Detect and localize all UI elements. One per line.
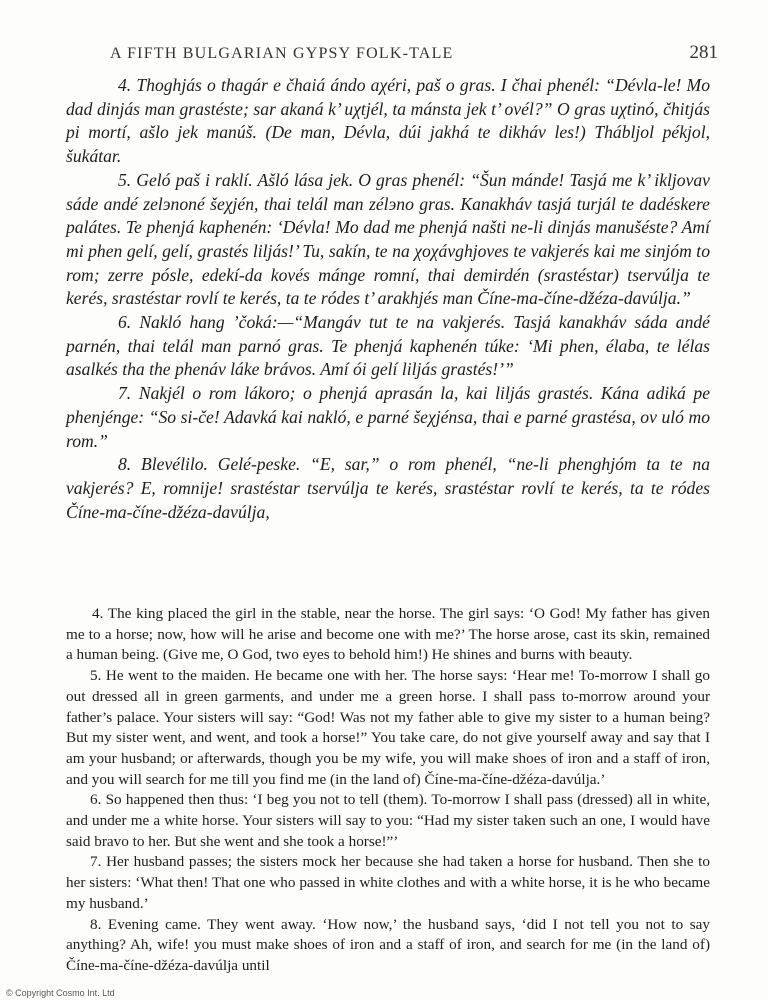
romani-text-block (66, 74, 710, 524)
romani-paragraph-5: 5. Geló paš i raklí. Ašló lása jek. O gras phenél: “Šun mánde! Tasjá me k’ ikljovav sáde andé zelэnoné šeχjén, thai telál man zélэno gras. Kanakháv tasjá turjál te dadéskere paláteѕ. Te phenjá kaphenén: ‘Dévla! Mo dad me phenjá našti ne-li dinjás manušéste? Amí mi phen gelí, gelí, grastés liljás!’ Tu, sakín, te na χoχávghjoves te vakjerés kai me sinjóm to rom; zerre pósle, edekí-da kovés mánge romní, thai demirdén (srastéstar) tservúlja te kerés, srastéstar rovlí te kerés, ta te ródes t’ arakhjés man Číne-ma-číne-džéza-davúlja.” (66, 169, 710, 309)
translation-paragraph-7: 7. Her husband passes; the sisters mock her because she had taken a horse for husband. Then she to her sisters: ‘What then! That one who passed in white clothes and with a white horse, it is he who became my husband.’ (66, 853, 710, 912)
romani-paragraph-6: 6. Nakló hang ’čoká:—“Mangáv tut te na vakjerés. Tasjá kanakháv sáda andé parnén, thai telál man parnó gras. Te phenjá kaphenén túke: ‘Mi phen, élaba, te lélas asalkés tha the phenáv láke brávos. Amí ói gelí liljás grastés!’” (66, 312, 710, 380)
romani-paragraph-8: 8. Blevélilo. Gelé-peske. “E, sar,” o rom phenél, “ne-li phenghjóm ta te na vakjerés? E, romnije! srastéstar tservúlja te kerés, srastéstar rovlí te kerés, ta te ródes Číne-ma-číne-džéza-davúlja, (66, 454, 710, 522)
translation-paragraph-4: 4. The king placed the girl in the stable, near the horse. The girl says: ‘O God! My father has given me to a horse; now, how will he arise and become one with me?’ The horse arose, cast its skin, remained a human being. (Give me, O God, two eyes to behold him!) He shines and burns with beauty. (66, 605, 710, 664)
translation-text-block (66, 604, 710, 977)
translation-paragraph-5: 5. He went to the maiden. He became one with her. The horse says: ‘Hear me! To-morrow I shall go out dressed all in green garments, and under me a green horse. I shall pass to-morrow around your father’s palace. Your sisters will say: “God! Was not my father able to give my sister to a human being? But my sister went, and went, and took a horse!” You take care, do not give yourself away and say that I am your husband; or afterwards, though you be my wife, you will make shoes of iron and a staff of iron, and you will search for me till you find me (in the land of) Číne-ma-číne-džéza-davúlja.’ (66, 667, 710, 788)
translation-paragraph-8: 8. Evening came. They went away. ‘How now,’ the husband says, ‘did I not tell you not to say anything? Ah, wife! you must make shoes of iron and a staff of iron, and search for me (in the land of) Číne-ma-číne-džéza-davúlja until (66, 915, 710, 974)
romani-paragraph-7: 7. Nakjél o rom lákoro; o phenjá aprasán la, kai liljás grastés. Kána adiká pe phenjénge: “So si-če! Adavká kai nakló, e parné šeχjénsa, thai e parné grastésa, ov uló mo rom.” (66, 383, 710, 451)
page-number: 281 (689, 42, 718, 63)
copyright-credit: © Copyright Cosmo Int. Ltd (6, 988, 115, 998)
romani-paragraph-4: 4. Thoghjás o thagár e čhaiá ándo aχéri, paš o gras. I čhai phenél: “Dévla-le! Mo dad dinjás man grastéste; sar akaná k’ uχtjél, ta mánsta jek t’ ovél?” O gras uχtinó, čhitjás pi mortí, ašlo jek manúš. (De man, Dévla, dúi jakhá te dikháv les!) Thábljol pékjol, šukátar. (66, 75, 710, 167)
translation-paragraph-6: 6. So happened then thus: ‘I beg you not to tell (them). To-morrow I shall pass (dressed) all in white, and under me a white horse. Your sisters will say to you: “Had my sister taken such an one, I would have said bravo to her. But she went and she took a horse!”’ (66, 791, 710, 850)
page-header (110, 42, 718, 64)
running-title: A FIFTH BULGARIAN GYPSY FOLK-TALE (110, 45, 454, 62)
